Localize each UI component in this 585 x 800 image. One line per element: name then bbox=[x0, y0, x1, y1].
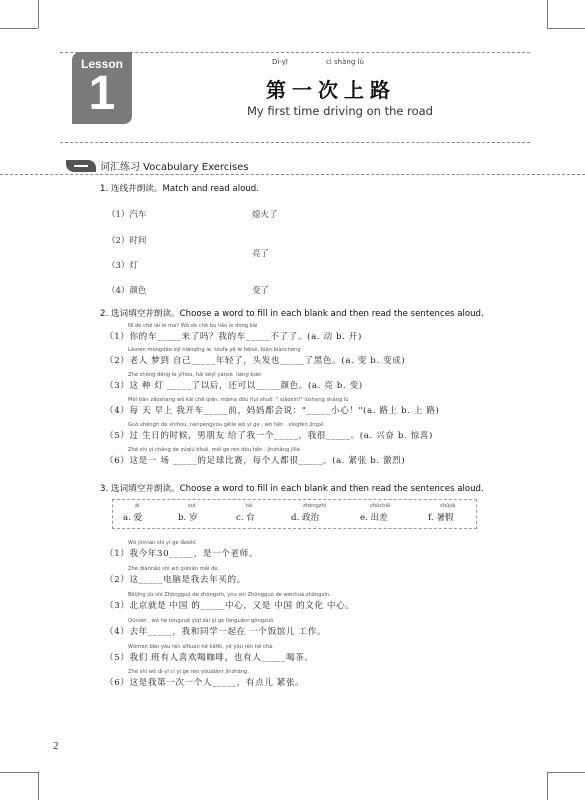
match-right-item: 熄火了 bbox=[252, 210, 278, 220]
match-left-item: （1）汽车 bbox=[107, 210, 147, 220]
option-pinyin: chūchāi bbox=[370, 503, 391, 509]
header-rule bbox=[60, 142, 530, 143]
sentence-text: （3）这 种 灯 _____了以后，还可以_____颜色。(a. 亮 b. 变) bbox=[105, 381, 363, 391]
option-word: a. 爱 bbox=[123, 513, 143, 523]
match-right-item: 变了 bbox=[252, 286, 270, 296]
sentence-pinyin: Qùnián , wǒ hé tóngxué yìqǐ zài yí ge fànguǎnr gōngzuò. bbox=[128, 618, 275, 624]
option-word: e. 出差 bbox=[360, 513, 388, 523]
title-pinyin: cì shàng lù bbox=[326, 58, 364, 66]
option-pinyin: tái bbox=[246, 503, 253, 509]
option-pinyin: suì bbox=[188, 503, 196, 509]
match-left-item: （3）灯 bbox=[107, 261, 138, 271]
sentence-pinyin: Lǎorén mèngdào zìjǐ niánqīng le. tóufa yě le hēisè. biàn biànchéng bbox=[128, 347, 301, 353]
sentence-text: （4）去年_____，我和同学一起在 一个饭馆儿 工作。 bbox=[105, 627, 327, 637]
sentence-pinyin: Zhè shì yì chǎng de zúqiú bǐsài, měi ge rén dōu hěn . jǐnzhāng jīliè bbox=[128, 447, 300, 453]
crop-mark bbox=[0, 28, 38, 29]
sentence-pinyin: Zhè diànnǎo shì wǒ qùnián mǎi de. bbox=[128, 566, 220, 572]
option-word: d. 政治 bbox=[291, 513, 320, 523]
sentence-pinyin: Wǒ jīnnián shì yí ge lǎoshī. bbox=[128, 540, 198, 546]
sentence-text: （6）这是我第一次一个人_____，有点儿 紧张。 bbox=[105, 678, 305, 688]
page-number: 2 bbox=[53, 740, 59, 752]
section-badge bbox=[66, 160, 96, 172]
sentence-text: （6）这是一 场 _____的足球比赛，每个人都很_____。(a. 紧张 b. 激烈) bbox=[105, 456, 406, 466]
sentence-pinyin: Měi tiān zǎoshang wǒ kāi chē qián, māma dōu huì shuō: " xiǎoxīn!" lùshang shàng lù bbox=[128, 397, 349, 403]
sentence-text: （1）你的车_____来了吗？我的车_____不了了。(a. 动 b. 开) bbox=[105, 332, 362, 342]
sentence-text: （5）过 生日的时候，男朋友 给了我一个_____，我很_____。(a. 兴奋 b. 惊喜) bbox=[105, 431, 433, 441]
question-2-heading: 2. 选词填空并朗读。Choose a word to fill in each blank and then read the sentences aloud. bbox=[100, 309, 484, 319]
option-word: c. 台 bbox=[236, 513, 255, 523]
crop-mark bbox=[547, 772, 585, 773]
option-pinyin: ài bbox=[135, 503, 140, 509]
crop-mark bbox=[38, 772, 39, 800]
crop-mark bbox=[547, 0, 548, 28]
sentence-text: （3）北京就是 中国 的_____中心，又是 中国 的文化 中心。 bbox=[105, 601, 355, 611]
sentence-text: （5）我们 班有人喜欢喝咖啡，也有人_____喝茶。 bbox=[105, 653, 314, 663]
section-rule bbox=[0, 174, 585, 175]
sentence-text: （2）这_____电脑是我去年买的。 bbox=[105, 575, 246, 585]
title-pinyin: Dì-yī bbox=[272, 58, 288, 66]
crop-mark bbox=[0, 772, 38, 773]
sentence-pinyin: Zhè shì wǒ dì-yī cì yí ge rén yǒudiǎnr jǐnzhāng. bbox=[128, 669, 249, 675]
lesson-word: Lesson bbox=[80, 57, 123, 71]
page-subtitle: My first time driving on the road bbox=[247, 104, 433, 118]
match-left-item: （4）颜色 bbox=[107, 286, 147, 296]
crop-mark bbox=[547, 28, 585, 29]
sentence-text: （1）我今年30_____，是一个老师。 bbox=[105, 549, 259, 559]
crop-mark bbox=[547, 772, 548, 800]
option-word: f. 暑假 bbox=[428, 513, 454, 523]
page-title: 第一次上路 bbox=[266, 78, 396, 102]
match-left-item: （2）时间 bbox=[107, 236, 147, 246]
crop-mark bbox=[38, 0, 39, 28]
option-word: b. 岁 bbox=[178, 513, 198, 523]
question-3-heading: 3. 选词填空并朗读。Choose a word to fill in each blank and then read the sentences aloud. bbox=[100, 484, 484, 494]
sentence-pinyin: Nǐ de chē lái le ma? Wǒ de chē bu liǎo le dòng kāi bbox=[128, 323, 258, 329]
sentence-pinyin: Guò shēngrì de shíhou, nánpéngyou gěile wǒ yí ge , wǒ hěn . xīngfèn jīngxǐ bbox=[128, 422, 324, 428]
sentence-text: （4）每 天 早上 我开车_____前，妈妈都会说："_____小心！"(a. 路上 b. 上 路) bbox=[105, 406, 440, 416]
sentence-text: （2）老人 梦到 自己_____年轻了，头发也_____了黑色。(a. 变 b. 变成) bbox=[105, 356, 406, 366]
lesson-badge bbox=[72, 52, 132, 124]
question-1-heading: 1. 连线并朗读。Match and read aloud. bbox=[100, 184, 259, 194]
sentence-pinyin: Wǒmen bān yǒu rén xǐhuan hē kāfēi, yě yǒu rén hē chá. bbox=[128, 644, 274, 650]
section-title: 词汇练习 Vocabulary Exercises bbox=[100, 162, 249, 173]
match-right-item: 亮了 bbox=[252, 249, 270, 259]
option-pinyin: zhèngzhì bbox=[303, 503, 327, 509]
option-pinyin: shǔjià bbox=[440, 503, 456, 509]
sentence-pinyin: Běijīng jiù shì Zhōngguó de zhōngxīn, yòu shì Zhōngguó de wénhuà zhōngxīn. bbox=[128, 592, 331, 598]
sentence-pinyin: Zhè zhǒng dēng le yǐhòu, hái kěyǐ yánsè. liàng biàn bbox=[128, 372, 262, 378]
lesson-number: 1 bbox=[88, 67, 116, 120]
